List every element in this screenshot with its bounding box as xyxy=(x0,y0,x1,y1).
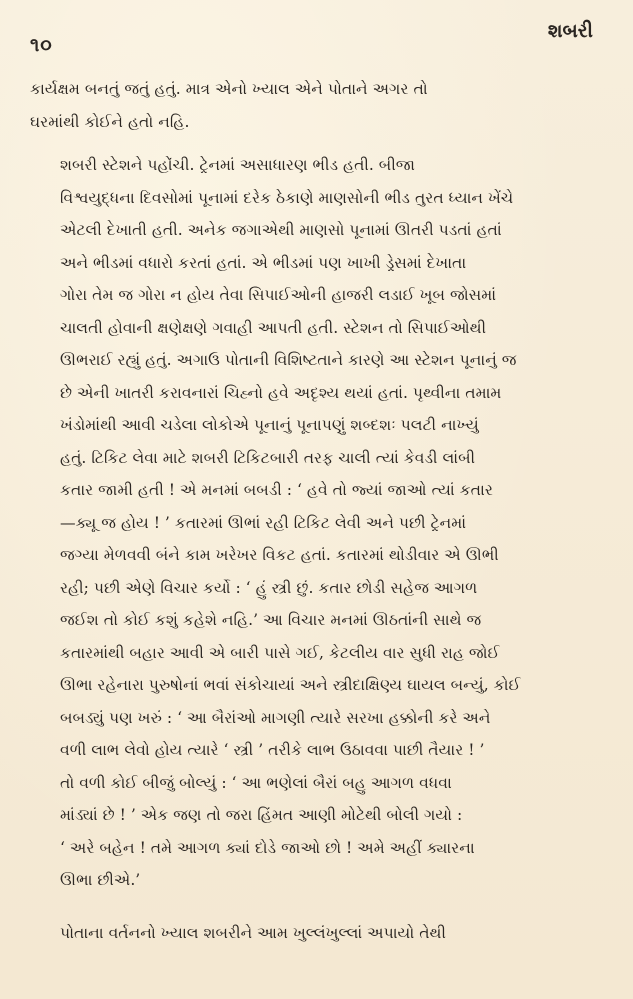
text-line: શબરી સ્ટેશને પહોંચી. ટ્રેનમાં અસાધારણ ભીડ હતી. બીજા xyxy=(60,156,416,174)
paragraph-3 xyxy=(30,917,602,950)
text-line: હતું. ટિકિટ લેવા માટે શબરી ટિકિટબારી તરફ ચાલી ત્યાં કેવડી લાંબી xyxy=(60,448,476,467)
text-line: વિશ્વયુદ્ધના દિવસોમાં પૂનામાં દરેક ઠેકાણે માણસોની ભીડ તુરત ધ્યાન ખેંચે xyxy=(60,188,514,207)
paragraph-2 xyxy=(30,149,602,897)
text-line: ગોરા તેમ જ ગોરા ન હોય તેવા સિપાઈઓની હાજરી લડાઈ ખૂબ જોસમાં xyxy=(60,286,497,304)
text-line: કતાર જામી હતી ! એ મનમાં બબડી : ‘ હવે તો જ્યાં જાઓ ત્યાં કતાર xyxy=(60,481,493,499)
running-title: શબરી xyxy=(547,20,593,42)
text-line: કતારમાંથી બહાર આવી એ બારી પાસે ગઈ, કેટલીય વાર સુધી રાહ જોઈ xyxy=(60,643,500,662)
text-line: છે એની ખાતરી કરાવનારાં ચિહ્નો હવે અદૃશ્ય થયાં હતાં. પૃથ્વીના તમામ xyxy=(60,383,502,402)
text-line: તો વળી કોઈ બીજું બોલ્યું : ‘ આ ભણેલાં બૈરાં બહુ આગળ વધવા xyxy=(60,773,452,792)
text-line: ઊભા છીએ.’ xyxy=(60,871,141,889)
text-line: પોતાના વર્તનનો ખ્યાલ શબરીને આમ ખુલ્લંખુલ્લાં અપાયો તેથી xyxy=(60,924,446,942)
paragraph-1 xyxy=(30,73,602,138)
text-line: ચાલતી હોવાની ક્ષણેક્ષણે ગવાહી આપતી હતી. સ્ટેશન તો સિપાઈઓથી xyxy=(60,318,487,337)
text-line: કાર્યક્ષમ બનતું જતું હતું. માત્ર એનો ખ્યાલ એને પોતાને અગર તો xyxy=(30,80,428,98)
text-line: ઊભરાઈ રહ્યું હતું. અગાઉ પોતાની વિશિષ્ટતાને કારણે આ સ્ટેશન પૂનાનું જ xyxy=(60,351,517,369)
text-line: માંડ્યાં છે ! ’ એક જણ તો જરા હિંમત આણી મોટેથી બોલી ગયો : xyxy=(60,806,463,824)
text-line: ‘ અરે બહેન ! તમે આગળ ક્યાં દોડે જાઓ છો ! અમે અહીં ક્યારના xyxy=(60,838,475,857)
text-line: એટલી દેખાતી હતી. અનેક જગાએથી માણસો પૂનામાં ઊતરી પડતાં હતાં xyxy=(60,221,502,239)
text-line: ઘરમાંથી કોઈને હતો નહિ. xyxy=(30,112,190,131)
text-line: અને ભીડમાં વધારો કરતાં હતાં. એ ભીડમાં પણ ખાખી ડ્રેસમાં દેખાતા xyxy=(60,253,467,272)
text-line: ખંડોમાંથી આવી ચડેલા લોકોએ પૂનાનું પૂનાપણું શબ્દશઃ પલટી નાખ્યું xyxy=(60,416,479,434)
page-number: ૧૦ xyxy=(30,34,53,56)
text-line: જગ્યા મેળવવી બંને કામ ખરેખર વિકટ હતાં. કતારમાં થોડીવાર એ ઊભી xyxy=(60,546,499,564)
text-line: બબડ્યું પણ ખરું : ‘ આ બૈરાંઓ માગણી ત્યારે સરખા હક્કોની કરે અને xyxy=(60,708,491,727)
text-line: રહી; પછી એણે વિચાર કર્યો : ‘ હું સ્ત્રી છું. કતાર છોડી સહેજ આગળ xyxy=(60,578,478,597)
text-line: વળી લાભ લેવો હોય ત્યારે ‘ સ્ત્રી ’ તરીકે લાભ ઉઠાવવા પાછી તૈયાર ! ’ xyxy=(60,741,485,759)
text-line: ઊભા રહેનારા પુરુષોનાં ભવાં સંકોચાયાં અને સ્ત્રીદાક્ષિણ્ય ઘાયલ બન્યું, કોઈ xyxy=(60,676,521,694)
text-line: જઈશ તો કોઈ કશું કહેશે નહિ.’ આ વિચાર મનમાં ઊઠતાંની સાથે જ xyxy=(60,611,482,629)
text-line: —ક્યૂ જ હોય ! ’ કતારમાં ઊભાં રહી ટિકિટ લેવી અને પછી ટ્રેનમાં xyxy=(60,513,467,532)
